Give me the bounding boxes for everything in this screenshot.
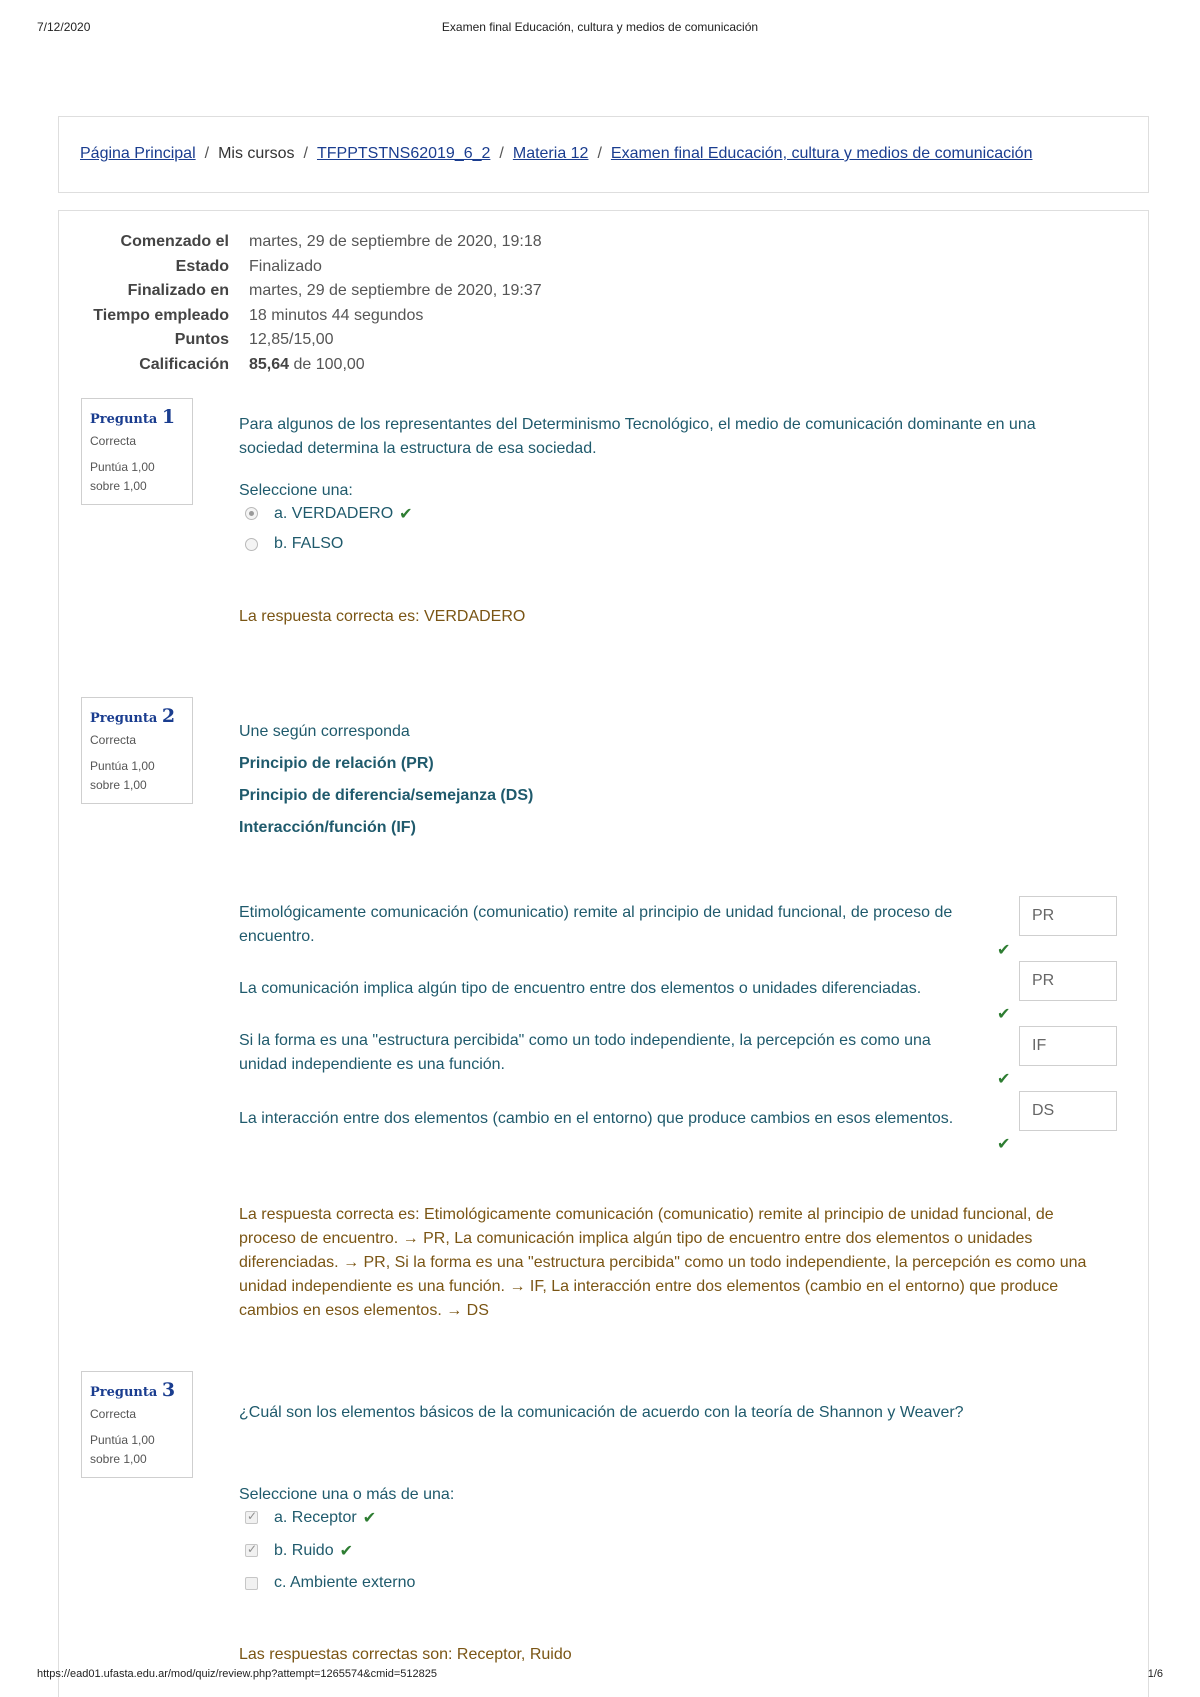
summary-row-started [59, 233, 759, 258]
summary-row-finished [59, 282, 759, 307]
print-url: https://ead01.ufasta.edu.ar/mod/quiz/review.php?attempt=1265574&cmid=512825 [37, 1668, 437, 1680]
match-row-text: La interacción entre dos elementos (cambio en el entorno) que produce cambios en esos elementos. [239, 1110, 954, 1127]
match-select[interactable]: PR [1019, 961, 1117, 1001]
attempt-summary [59, 233, 759, 381]
question-grade: Puntúa 1,00 sobre 1,00 [90, 1433, 155, 1466]
question-prompt: Seleccione una: [239, 482, 353, 499]
checkbox[interactable] [245, 1577, 258, 1590]
summary-label: Puntos [174, 331, 229, 349]
breadcrumb-course-link[interactable]: TFPPTSTNS62019_6_2 [316, 145, 491, 162]
breadcrumb-exam-link[interactable]: Examen final Educación, cultura y medios de comunicación [610, 145, 1033, 162]
match-row-text: Etimológicamente comunicación (comunicatio) remite al principio de unidad funcional, de proceso de encuentro. [239, 904, 953, 945]
correct-answer-feedback: Las respuestas correctas son: Receptor, Ruido [239, 1646, 572, 1663]
question-state: Correcta [90, 434, 137, 448]
summary-value: Finalizado [249, 257, 322, 275]
grade-score: 85,64 [249, 355, 290, 373]
summary-row-state [59, 258, 759, 283]
question-text: Para algunos de los representantes del Determinismo Tecnológico, el medio de comunicación dominante en una sociedad determina la estructura de esa sociedad. [239, 416, 1036, 457]
principle-item: Principio de diferencia/semejanza (DS) [239, 787, 534, 804]
summary-row-points [59, 331, 759, 356]
summary-row-grade [59, 356, 759, 381]
match-select[interactable]: DS [1019, 1091, 1117, 1131]
check-icon: ✔ [362, 1508, 377, 1527]
checkbox[interactable] [245, 1544, 258, 1557]
check-icon: ✔ [997, 1134, 1011, 1153]
print-footer [37, 1668, 1163, 1684]
check-icon: ✔ [399, 504, 413, 523]
question-intro: Une según corresponda [239, 723, 410, 740]
question-info-3 [81, 1371, 193, 1478]
check-icon: ✔ [997, 1069, 1011, 1088]
summary-value: 18 minutos 44 segundos [249, 306, 424, 324]
check-icon: ✔ [997, 940, 1011, 959]
question-info-2 [81, 697, 193, 804]
summary-value: martes, 29 de septiembre de 2020, 19:37 [249, 282, 542, 300]
breadcrumb-separator: / [499, 145, 504, 162]
question-state: Correcta [90, 1407, 137, 1421]
match-row-text: Si la forma es una "estructura percibida" como un todo independiente, la percepción es como una unidad independiente es una función. [239, 1032, 931, 1073]
answer-option[interactable]: a. VERDADERO ✔ [245, 504, 413, 523]
match-select[interactable]: IF [1019, 1026, 1117, 1066]
principle-item: Interacción/función (IF) [239, 819, 416, 836]
breadcrumb-separator: / [204, 145, 210, 162]
summary-label: Tiempo empleado [93, 306, 229, 324]
answer-option[interactable]: b. FALSO [245, 535, 343, 553]
match-row-text: La comunicación implica algún tipo de encuentro entre dos elementos o unidades diferenciadas. [239, 980, 922, 997]
summary-value: 12,85/15,00 [249, 331, 334, 349]
breadcrumb-container [58, 116, 1149, 193]
checkbox[interactable] [245, 1511, 258, 1524]
summary-row-time [59, 307, 759, 332]
radio-button[interactable] [245, 507, 258, 520]
question-state: Correcta [90, 733, 137, 747]
breadcrumb-home-link[interactable]: Página Principal [80, 145, 196, 162]
question-number: Pregunta 2 [90, 705, 176, 727]
breadcrumb-subject-link[interactable]: Materia 12 [512, 145, 589, 162]
question-info-1 [81, 398, 193, 505]
summary-label: Calificación [139, 355, 229, 373]
check-icon: ✔ [339, 1541, 353, 1560]
answer-option[interactable]: ✓ a. Receptor ✔ [245, 1508, 376, 1527]
breadcrumb-separator: / [597, 145, 602, 162]
breadcrumb-separator: / [303, 145, 308, 162]
summary-value [249, 356, 365, 374]
quiz-review-content [58, 210, 1149, 1697]
question-number: Pregunta 1 [90, 406, 176, 428]
print-header [37, 20, 1163, 36]
answer-option[interactable]: c. Ambiente externo [245, 1574, 415, 1592]
question-grade: Puntúa 1,00 sobre 1,00 [90, 759, 155, 792]
print-title: Examen final Educación, cultura y medios de comunicación [441, 20, 759, 34]
summary-label: Comenzado el [120, 233, 229, 250]
principle-item: Principio de relación (PR) [239, 755, 434, 772]
summary-label: Finalizado en [127, 282, 229, 300]
print-date: 7/12/2020 [37, 20, 91, 34]
question-prompt: Seleccione una o más de una: [239, 1486, 455, 1503]
correct-answer-feedback: La respuesta correcta es: Etimológicamente comunicación (comunicatio) remite al principio de unidad funcional, de proceso de encuentro. → PR, La comunicación implica algún tipo de encuentro entre dos elementos o unidades diferenciadas. → PR, Si la forma es una "estructura percibida" como un todo independiente, la percepción es como una unidad independiente es una función. → IF, La interacción entre dos elementos (cambio en el entorno) que produce cambios en esos elementos. → DS [239, 1206, 1087, 1319]
question-number: Pregunta 3 [90, 1379, 176, 1401]
check-icon: ✔ [997, 1004, 1011, 1023]
summary-value: martes, 29 de septiembre de 2020, 19:18 [249, 233, 542, 250]
grade-rest: de 100,00 [293, 355, 365, 373]
answer-option[interactable]: ✓ b. Ruido ✔ [245, 1541, 353, 1560]
question-text: ¿Cuál son los elementos básicos de la comunicación de acuerdo con la teoría de Shannon y Weaver? [239, 1404, 964, 1421]
breadcrumb [80, 145, 1032, 163]
breadcrumb-my-courses: Mis cursos [218, 145, 295, 162]
correct-answer-feedback: La respuesta correcta es: VERDADERO [239, 608, 526, 625]
summary-label: Estado [175, 257, 229, 275]
radio-button[interactable] [245, 538, 258, 551]
match-select[interactable]: PR [1019, 896, 1117, 936]
print-page-number: 1/6 [1147, 1668, 1163, 1680]
question-grade: Puntúa 1,00 sobre 1,00 [90, 460, 155, 493]
